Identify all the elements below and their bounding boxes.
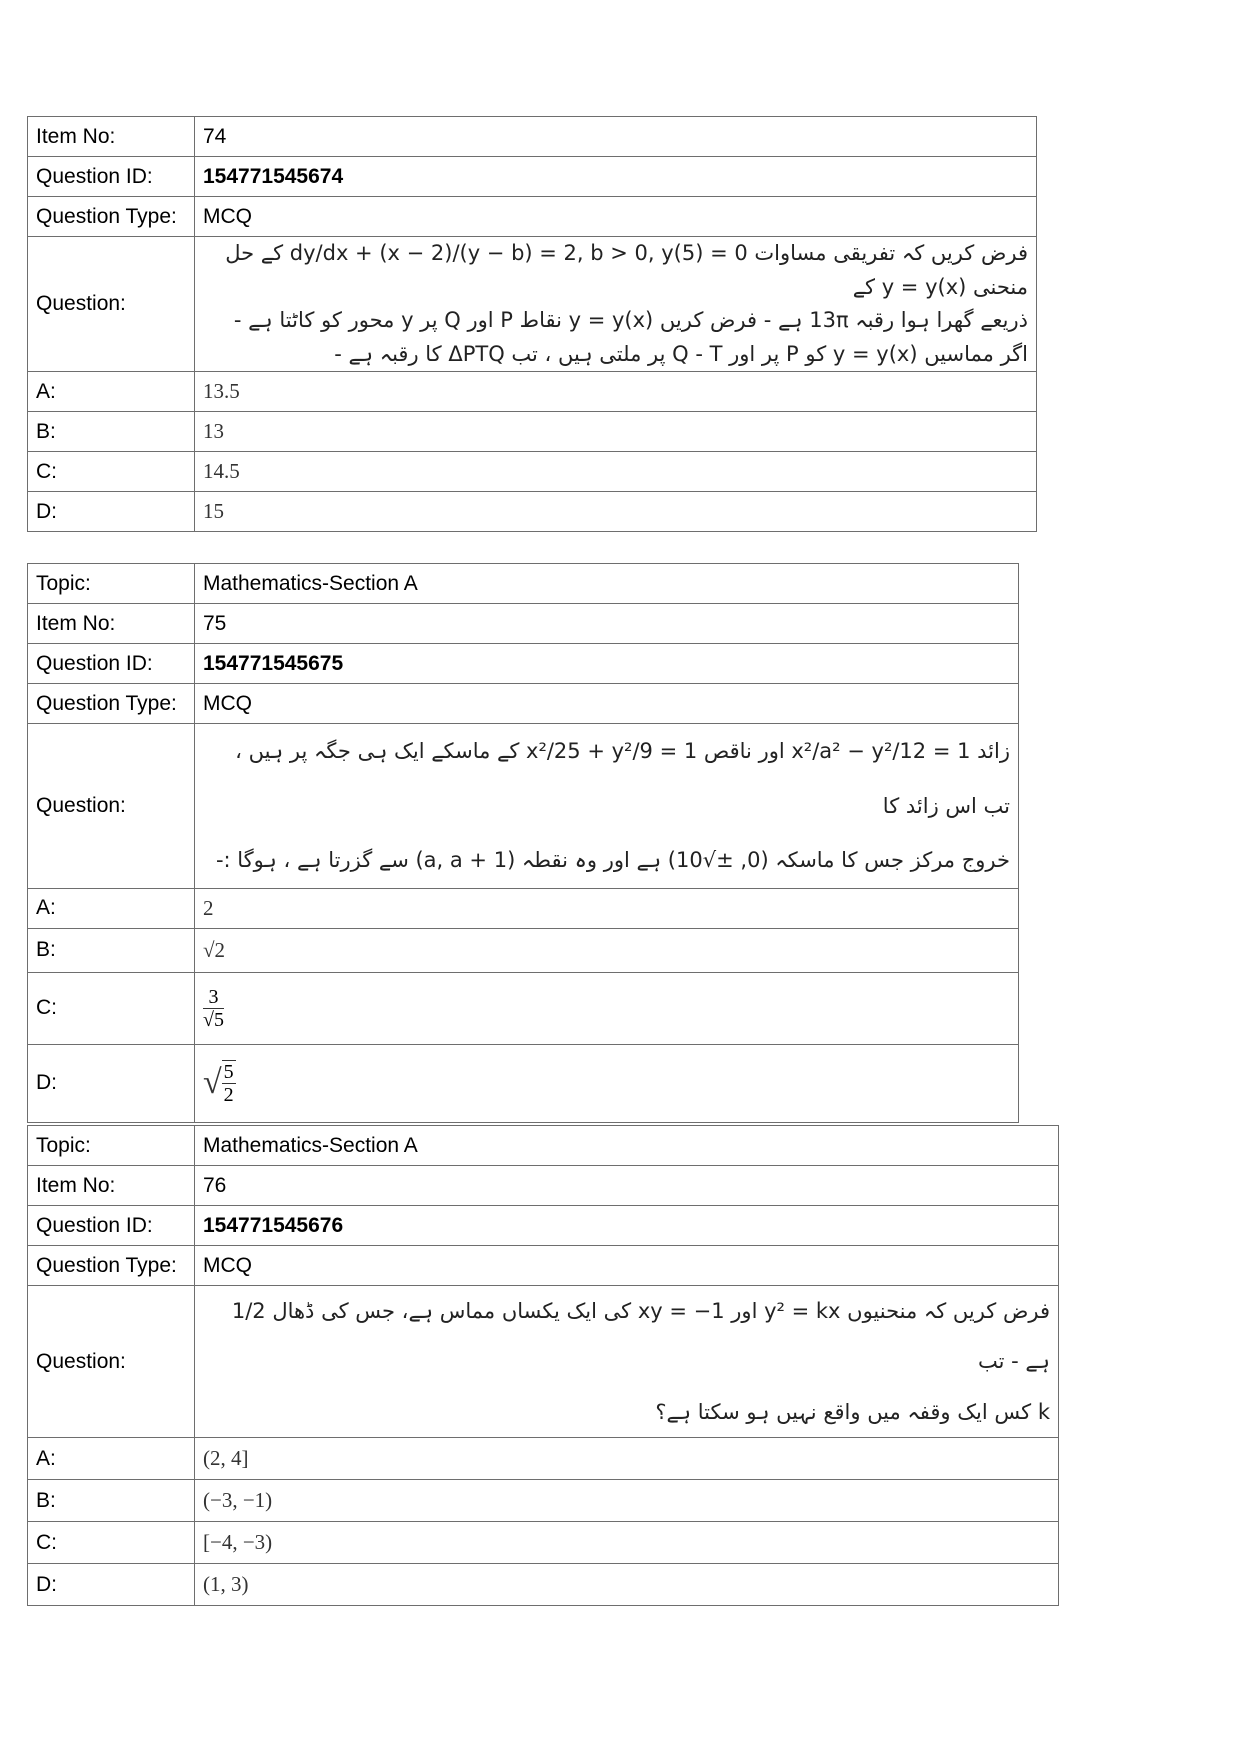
- option-b-value: (−3, −1): [195, 1480, 1059, 1522]
- question-75-table: [27, 563, 1019, 1123]
- question-id-label: Question ID:: [28, 157, 195, 197]
- question-type-label: Question Type:: [28, 197, 195, 237]
- fraction: [222, 1060, 236, 1106]
- option-a-value: 13.5: [195, 372, 1037, 412]
- question-type-label: Question Type:: [28, 1246, 195, 1286]
- topic-label: Topic:: [28, 1126, 195, 1166]
- question-label: Question:: [28, 724, 195, 889]
- question-text: [195, 237, 1037, 372]
- option-a-value: (2, 4]: [195, 1438, 1059, 1480]
- option-c-value: [195, 972, 1019, 1044]
- question-label: Question:: [28, 1286, 195, 1438]
- question-line: k کس ایک وقفہ میں واقع نہیں ہو سکتا ہے؟: [655, 1399, 1050, 1424]
- option-c-label: C:: [28, 452, 195, 492]
- question-label: Question:: [28, 237, 195, 372]
- option-d-value: [195, 1044, 1019, 1122]
- topic-value: Mathematics-Section A: [195, 564, 1019, 604]
- question-line: ذریعے گھرا ہوا رقبہ 13π ہے - فرض کریں y = y(x) نقاط P اور Q پر y محور کو کاٹتا ہے -: [233, 308, 1028, 333]
- item-no-label: Item No:: [28, 117, 195, 157]
- question-type-value: MCQ: [195, 197, 1037, 237]
- question-74-table: [27, 116, 1037, 532]
- fraction-numerator: 3: [203, 986, 224, 1009]
- item-no-value: 74: [195, 117, 1037, 157]
- option-a-value: 2: [195, 888, 1019, 928]
- fraction-denominator: 2: [223, 1084, 234, 1107]
- question-type-value: MCQ: [195, 1246, 1059, 1286]
- question-line: فرض کریں کہ منحنیوں y² = kx اور xy = −1 کی ایک یکساں مماس ہے، جس کی ڈھال 1/2 ہے - تب: [231, 1299, 1050, 1374]
- option-c-label: C:: [28, 972, 195, 1044]
- option-b-value: 13: [195, 412, 1037, 452]
- question-id-value: 154771545674: [195, 157, 1037, 197]
- question-line: خروج مرکز جس کا ماسکہ (0, ±√10) ہے اور وہ نقطہ (a, a + 1) سے گزرتا ہے ، ہوگا :-: [215, 848, 1010, 873]
- sqrt-icon: √: [203, 1064, 222, 1102]
- option-b-label: B:: [28, 412, 195, 452]
- option-b-label: B:: [28, 928, 195, 972]
- question-id-value: 154771545675: [195, 644, 1019, 684]
- option-d-value: (1, 3): [195, 1564, 1059, 1606]
- option-c-value: [−4, −3): [195, 1522, 1059, 1564]
- option-d-label: D:: [28, 492, 195, 532]
- option-d-label: D:: [28, 1564, 195, 1606]
- option-a-label: A:: [28, 888, 195, 928]
- option-d-value: 15: [195, 492, 1037, 532]
- item-no-label: Item No:: [28, 1166, 195, 1206]
- option-b-label: B:: [28, 1480, 195, 1522]
- topic-value: Mathematics-Section A: [195, 1126, 1059, 1166]
- question-id-label: Question ID:: [28, 1206, 195, 1246]
- question-76-table: [27, 1125, 1059, 1606]
- question-id-label: Question ID:: [28, 644, 195, 684]
- question-type-value: MCQ: [195, 684, 1019, 724]
- option-c-label: C:: [28, 1522, 195, 1564]
- option-a-label: A:: [28, 372, 195, 412]
- question-id-value: 154771545676: [195, 1206, 1059, 1246]
- option-c-value: 14.5: [195, 452, 1037, 492]
- question-text: [195, 724, 1019, 889]
- item-no-value: 75: [195, 604, 1019, 644]
- question-line: زائد x²/a² − y²/12 = 1 اور ناقص x²/25 + y²/9 = 1 کے ماسکے ایک ہی جگہ پر ہیں ، تب اس زائد کا: [235, 739, 1010, 818]
- fraction-numerator: 5: [223, 1061, 234, 1084]
- fraction-denominator: √5: [203, 1008, 224, 1031]
- question-line: فرض کریں کہ تفریقی مساوات dy/dx + (x − 2)/(y − b) = 2, b > 0, y(5) = 0 کے حل منحنی y = y(x) کے: [225, 241, 1028, 299]
- question-line: اگر مماسیں y = y(x) کو P پر اور Q - T پر ملتی ہیں ، تب ΔPTQ کا رقبہ ہے -: [334, 341, 1028, 366]
- fraction: [203, 986, 224, 1031]
- topic-label: Topic:: [28, 564, 195, 604]
- option-b-value: √2: [195, 928, 1019, 972]
- option-d-label: D:: [28, 1044, 195, 1122]
- question-type-label: Question Type:: [28, 684, 195, 724]
- item-no-value: 76: [195, 1166, 1059, 1206]
- question-text: [195, 1286, 1059, 1438]
- item-no-label: Item No:: [28, 604, 195, 644]
- option-a-label: A:: [28, 1438, 195, 1480]
